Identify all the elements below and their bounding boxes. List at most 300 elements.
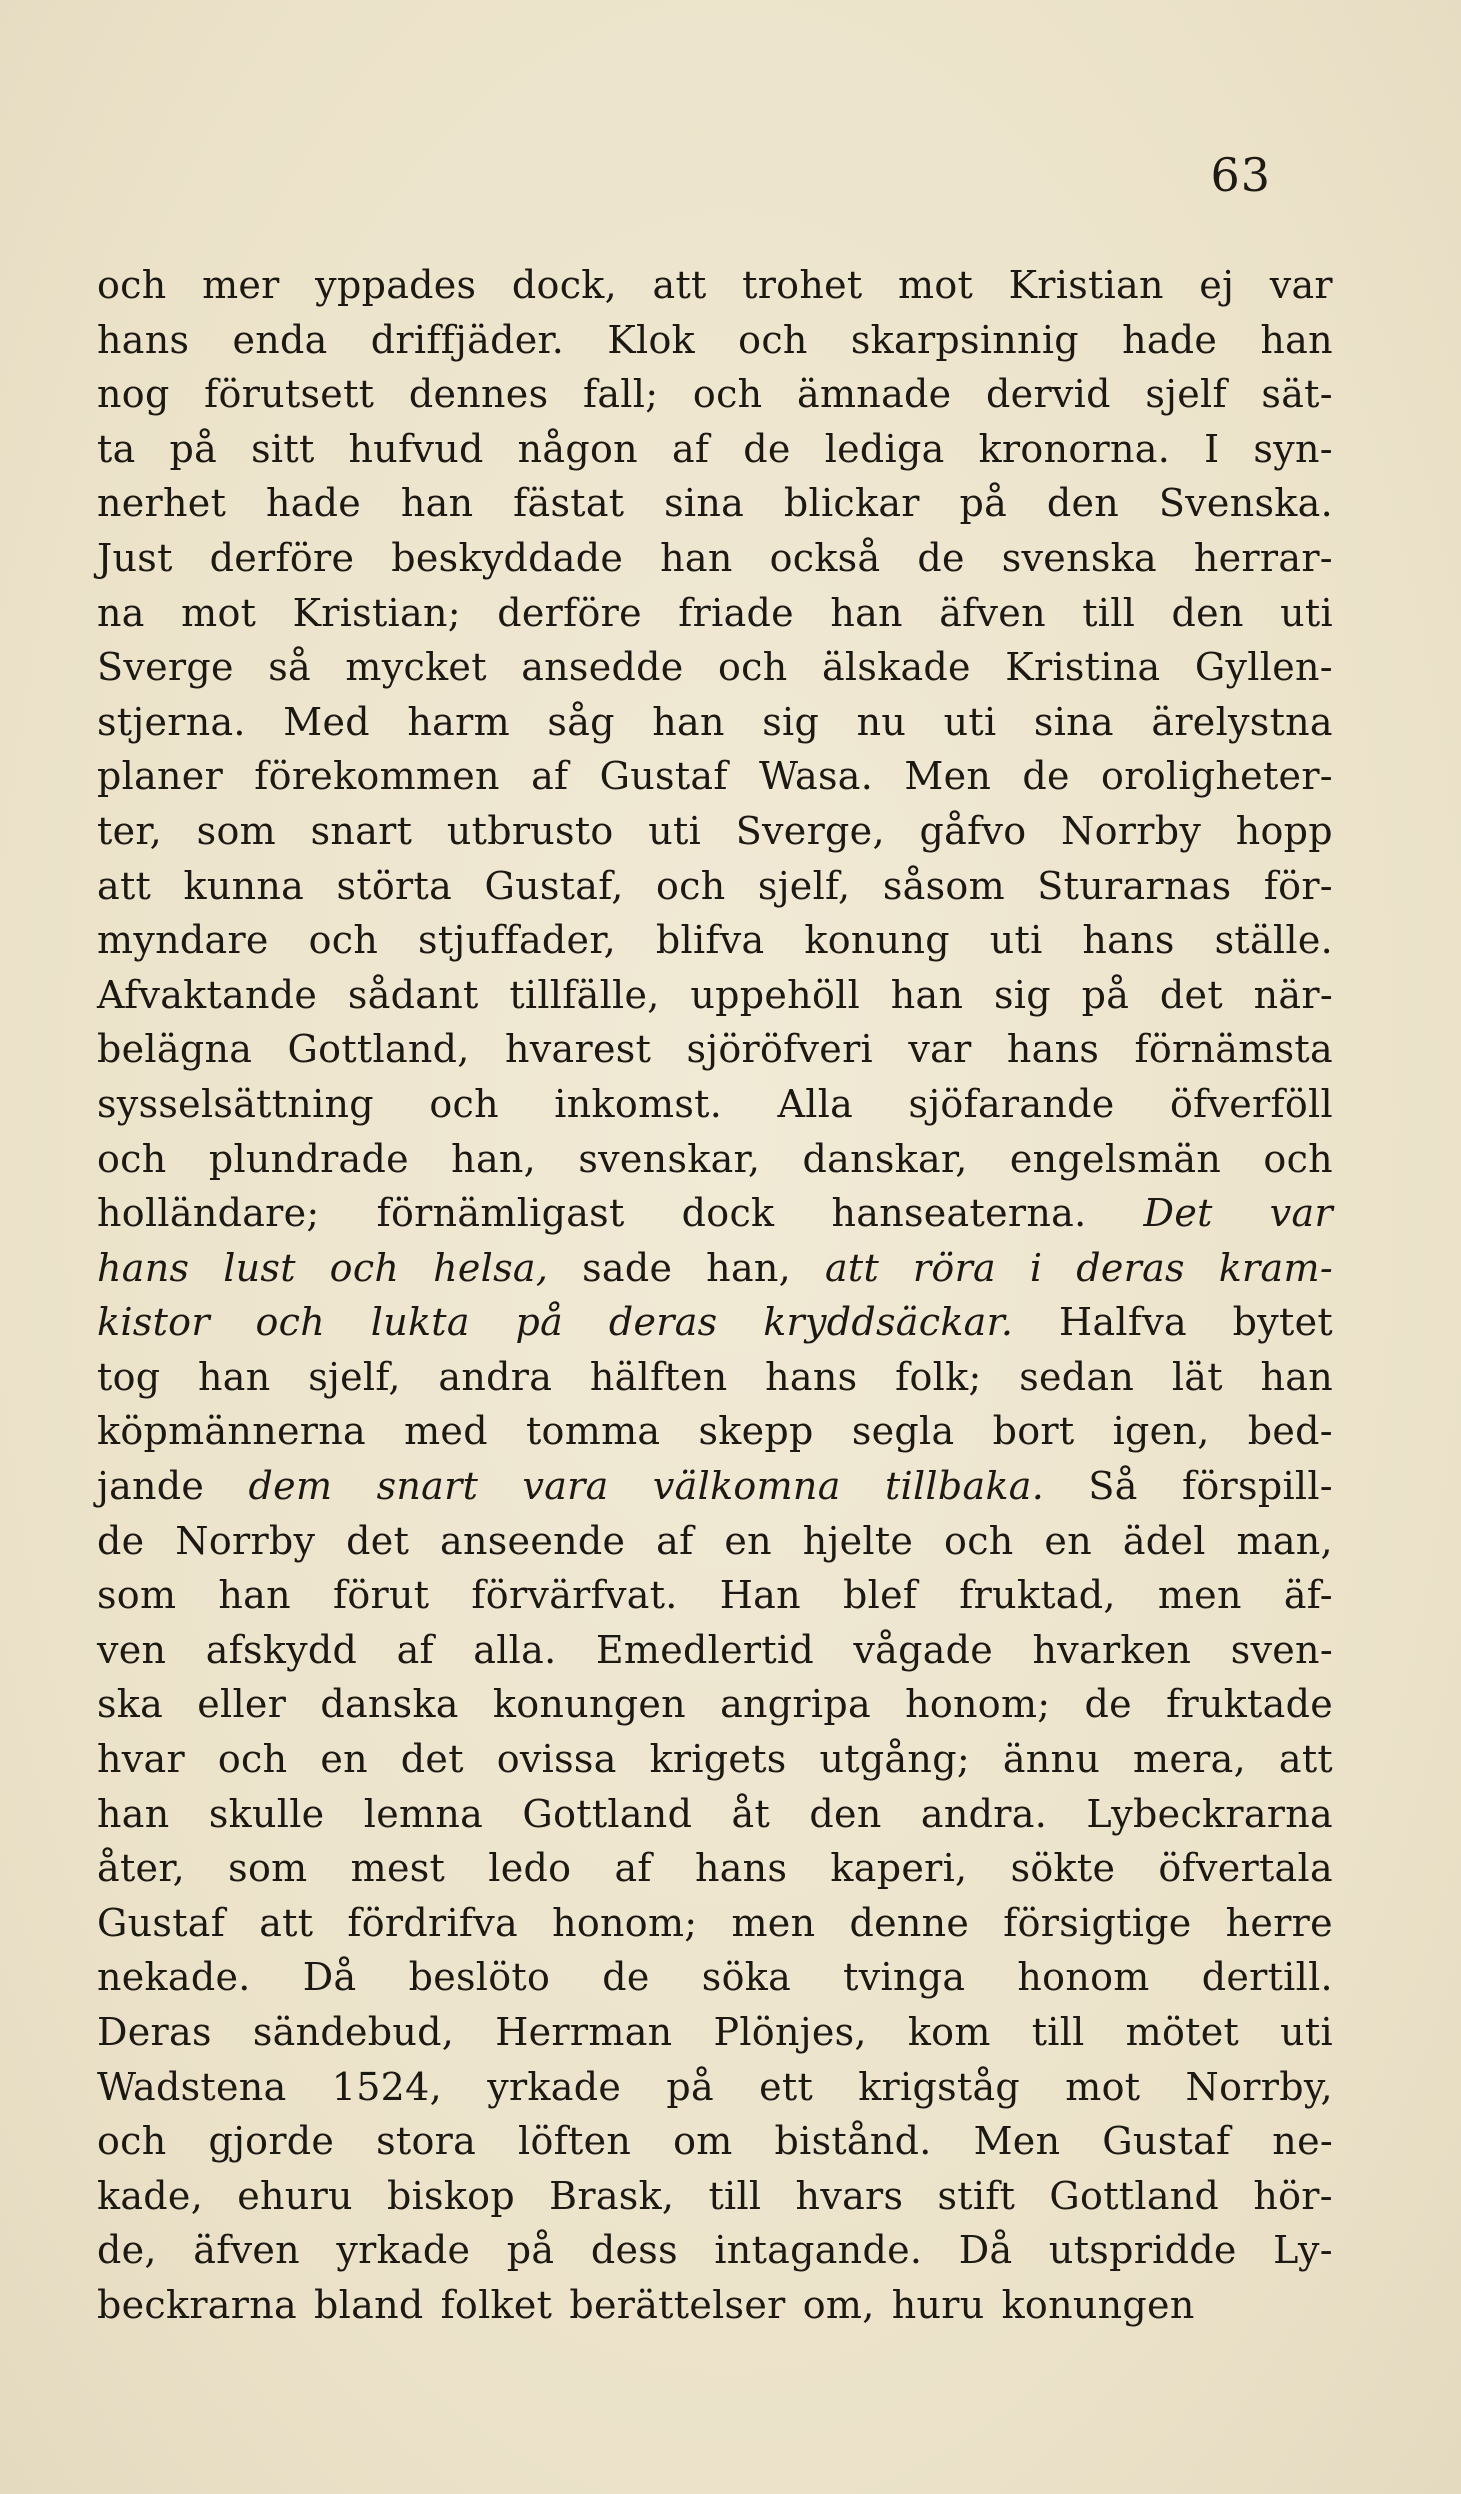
word: syn- [1253, 426, 1333, 471]
italic-word: hans [97, 1245, 190, 1290]
text-line [97, 258, 1333, 313]
italic-word: på [515, 1300, 564, 1345]
word: på [666, 2064, 714, 2109]
word: ven [97, 1627, 167, 1672]
word: till [708, 2173, 762, 2218]
word: ska [97, 1682, 164, 1727]
word: Ly- [1273, 2228, 1333, 2273]
word: lediga [824, 426, 945, 471]
text-line [97, 1568, 1333, 1623]
word: de [743, 426, 791, 471]
word: Norrby [1061, 808, 1202, 853]
word: Lybeckrarna [1086, 1791, 1333, 1836]
word: nog [97, 372, 170, 417]
word: de, [97, 2228, 157, 2273]
word: ännu [1002, 1737, 1101, 1782]
word: Gottland [522, 1791, 693, 1836]
word: de [917, 535, 965, 580]
text-line [97, 695, 1333, 750]
word: yrkade [487, 2064, 622, 2109]
word: Halfva [1059, 1300, 1187, 1345]
text-line [97, 1623, 1333, 1678]
word: Kristian [1008, 263, 1164, 307]
text-line [97, 586, 1333, 641]
word: förutsett [204, 372, 375, 417]
word: hopp [1235, 808, 1333, 853]
word: också [769, 535, 881, 580]
word: han [218, 1573, 291, 1618]
word: jande [97, 1464, 205, 1509]
word: honom; [552, 1900, 698, 1945]
word: Gustaf [97, 1900, 226, 1945]
word: berättelser [569, 2282, 786, 2327]
word: ett [759, 2064, 814, 2109]
text-line [97, 1132, 1333, 1187]
text-line [97, 422, 1333, 477]
italic-word: Det [1143, 1191, 1213, 1236]
word: och [655, 863, 726, 908]
word: hvars [795, 2173, 904, 2218]
italic-word: deras [608, 1300, 718, 1345]
word: en [724, 1518, 772, 1563]
word: folk; [895, 1354, 982, 1399]
word: stjerna. [97, 699, 246, 744]
word: uppehöll [690, 972, 861, 1017]
word: det [400, 1737, 464, 1782]
word: utspridde [1048, 2228, 1237, 2273]
word: var [1269, 263, 1333, 307]
text-line [97, 1514, 1333, 1569]
word: Med [283, 699, 370, 744]
word: sitt [251, 426, 315, 471]
word: af [531, 754, 569, 799]
word: sät- [1261, 372, 1333, 417]
word: harm [407, 699, 510, 744]
word: hans [765, 1354, 858, 1399]
word: sjelf, [757, 863, 851, 908]
word: sådant [347, 972, 479, 1017]
word: engelsmän [1009, 1136, 1222, 1181]
word: ehuru [237, 2173, 353, 2218]
word: igen, [1112, 1409, 1210, 1454]
italic-word: helsa, [433, 1245, 549, 1290]
word: tvinga [843, 1955, 966, 2000]
text-line [97, 2169, 1333, 2224]
word: öfverföll [1169, 1081, 1333, 1126]
word: sina [1033, 699, 1114, 744]
word: och [97, 2119, 167, 2164]
word: hans [1006, 1027, 1100, 1072]
word: trohet [742, 263, 863, 307]
word: Wasa. [758, 754, 874, 799]
word: Just [97, 535, 173, 580]
word: hälften [589, 1354, 728, 1399]
word: dock, [511, 263, 617, 307]
word: skulle [208, 1791, 325, 1836]
word: någon [517, 426, 638, 471]
word: en [320, 1737, 368, 1782]
word: ärelystna [1151, 699, 1333, 744]
word: uti [1280, 590, 1333, 635]
word: sven- [1230, 1627, 1333, 1672]
word: I [1204, 426, 1220, 471]
text-line [97, 1404, 1333, 1459]
word: nu [856, 699, 907, 744]
word: ämnade [797, 372, 952, 417]
text-line [97, 640, 1333, 695]
word: förspill- [1182, 1464, 1333, 1509]
word: blef [842, 1573, 918, 1618]
text-line [97, 804, 1333, 859]
word: utgång; [819, 1737, 970, 1782]
word: förnämsta [1134, 1027, 1333, 1072]
text-line [97, 1459, 1333, 1514]
word: biskop [386, 2173, 515, 2218]
word: hvarken [1032, 1627, 1192, 1672]
word: han [890, 972, 964, 1017]
word: Alla [777, 1081, 854, 1126]
italic-word: vara [522, 1464, 609, 1509]
word: han [97, 1791, 170, 1836]
word: Emedlertid [595, 1627, 814, 1672]
text-line [97, 1241, 1333, 1296]
word: och [692, 372, 763, 417]
word: driffjäder. [370, 317, 565, 362]
word: såg [547, 699, 615, 744]
word: Norrby [175, 1518, 316, 1563]
word: mera, [1133, 1737, 1246, 1782]
word: segla [851, 1409, 955, 1454]
word: sjöröfveri [686, 1027, 874, 1072]
word: huru [891, 2282, 985, 2327]
word: konung [804, 918, 950, 963]
word: fruktad, [959, 1573, 1116, 1618]
word: Herrman [495, 2010, 673, 2054]
text-line [97, 1186, 1333, 1241]
word: som [196, 808, 276, 853]
word: holländare; [97, 1191, 320, 1236]
word: derföre [497, 590, 642, 635]
word: Gottland, [287, 1027, 470, 1072]
word: danska [320, 1682, 459, 1727]
word: planer [97, 754, 224, 799]
italic-word: tillbaka. [884, 1464, 1045, 1509]
word: Sturarnas [1037, 863, 1232, 908]
word: sjelf [1145, 372, 1227, 417]
word: uti [1280, 2010, 1333, 2054]
word: om [673, 2119, 733, 2164]
word: honom; [905, 1682, 1051, 1727]
word: dervid [986, 372, 1111, 417]
word: bistånd. [774, 2119, 932, 2164]
word: sändebud, [252, 2010, 455, 2054]
word: ställe. [1214, 918, 1333, 963]
word: som [97, 1573, 177, 1618]
word: herre [1225, 1900, 1333, 1945]
word: fall; [582, 372, 659, 417]
italic-word: kryddsäckar. [763, 1300, 1014, 1345]
word: mot [181, 590, 257, 635]
word: Han [719, 1573, 801, 1618]
italic-word: välkomna [652, 1464, 841, 1509]
word: förnämligast [376, 1191, 625, 1236]
word: dess [590, 2228, 678, 2273]
word: kunna [183, 863, 305, 908]
word: 1524, [331, 2064, 443, 2109]
word: krigets [649, 1737, 787, 1782]
word: äf- [1283, 1573, 1333, 1618]
word: mycket [345, 645, 487, 690]
word: när- [1253, 972, 1333, 1017]
word: Norrby, [1185, 2064, 1333, 2109]
italic-word: och [329, 1245, 400, 1290]
word: för- [1263, 863, 1333, 908]
text-line [97, 367, 1333, 422]
word: Men [904, 754, 992, 799]
word: kade, [97, 2173, 204, 2218]
word: köpmännerna [97, 1409, 366, 1454]
word: till [1031, 2010, 1085, 2054]
word: såsom [882, 863, 1005, 908]
text-line [97, 2060, 1333, 2115]
word: de [1022, 754, 1070, 799]
word: af [656, 1518, 694, 1563]
word: åt [731, 1791, 771, 1836]
word: oroligheter- [1101, 754, 1333, 799]
word: tillfälle, [509, 972, 660, 1017]
text-line [97, 2005, 1333, 2060]
word: älskade [821, 645, 971, 690]
word: han [400, 481, 474, 526]
word: sysselsättning [97, 1081, 374, 1126]
word: kronorna. [978, 426, 1171, 471]
word: och [97, 1136, 167, 1181]
italic-word: kistor [97, 1300, 210, 1345]
word: plundrade [208, 1136, 409, 1181]
word: och [944, 1518, 1014, 1563]
word: hvarest [505, 1027, 652, 1072]
word: att [97, 863, 152, 908]
word: hufvud [348, 426, 484, 471]
word: om, [802, 2282, 875, 2327]
word: den [1046, 481, 1120, 526]
word: Deras [97, 2010, 212, 2054]
word: eller [197, 1682, 287, 1727]
word: det [1159, 972, 1223, 1017]
word: Sverge, [735, 808, 885, 853]
word: Då [958, 2228, 1013, 2273]
word: men [1157, 1573, 1242, 1618]
word: Plönjes, [713, 2010, 867, 2054]
word: alla. [473, 1627, 557, 1672]
word: han [198, 1354, 271, 1399]
italic-word: snart [376, 1464, 479, 1509]
text-line [97, 476, 1333, 531]
text-line [97, 1732, 1333, 1787]
word: på [506, 2228, 555, 2273]
word: svenskar, [578, 1136, 761, 1181]
word: sjöfarande [908, 1081, 1115, 1126]
word: beslöto [408, 1955, 551, 2000]
word: och [217, 1737, 288, 1782]
word: de [97, 1518, 145, 1563]
word: att [259, 1900, 314, 1945]
word: konungen [492, 1682, 686, 1727]
italic-word: röra [912, 1245, 996, 1290]
word: hjelte [802, 1518, 914, 1563]
word: han [1260, 1354, 1333, 1399]
word: nerhet [97, 481, 227, 526]
word: uti [989, 918, 1043, 963]
word: öfvertala [1158, 1846, 1333, 1891]
word: hade [1122, 317, 1218, 362]
word: bort [992, 1409, 1075, 1454]
word: mot [1065, 2064, 1141, 2109]
word: Gustaf [1102, 2119, 1231, 2164]
word: fördrifva [347, 1900, 518, 1945]
word: sig [994, 972, 1051, 1017]
word: tomma [525, 1409, 661, 1454]
word: nekade. [97, 1955, 251, 2000]
word: snart [310, 808, 413, 853]
word: krigståg [858, 2064, 1021, 2109]
text-line [97, 1787, 1333, 1842]
word: och [1263, 1136, 1333, 1181]
word: ta [97, 426, 136, 471]
word: dennes [408, 372, 549, 417]
word: han [660, 535, 733, 580]
word: stjuffader, [418, 918, 617, 963]
word: försigtige [1003, 1900, 1192, 1945]
word: med [404, 1409, 488, 1454]
word: Gustaf [599, 754, 728, 799]
word: dock [681, 1191, 775, 1236]
word: vågade [853, 1627, 994, 1672]
word: dertill. [1201, 1955, 1333, 2000]
word: de [602, 1955, 650, 2000]
text-line [97, 913, 1333, 968]
text-line [97, 1295, 1333, 1350]
body-text [97, 258, 1333, 2333]
word: blickar [783, 481, 920, 526]
word: belägna [97, 1027, 253, 1072]
word: ledo [488, 1846, 572, 1891]
word: derföre [209, 535, 355, 580]
text-line [97, 2223, 1333, 2278]
word: beckrarna [97, 2282, 297, 2327]
word: Brask, [549, 2173, 675, 2218]
word: herrar- [1193, 535, 1333, 580]
word: andra. [920, 1791, 1048, 1836]
word: angripa [720, 1682, 871, 1727]
word: mer [202, 263, 280, 307]
italic-word: och [255, 1300, 326, 1345]
word: ter, [97, 808, 163, 853]
word: inkomst. [554, 1081, 723, 1126]
word: åter, [97, 1846, 185, 1891]
word: intagande. [714, 2228, 923, 2273]
word: mötet [1125, 2010, 1240, 2054]
word: att [652, 263, 707, 307]
word: kom [907, 2010, 991, 2054]
word: den [809, 1791, 882, 1836]
word: andra [438, 1354, 553, 1399]
word: stora [376, 2119, 477, 2164]
word: söka [701, 1955, 792, 2000]
word: uti [943, 699, 997, 744]
text-line [97, 1022, 1333, 1077]
word: ne- [1272, 2119, 1333, 2164]
word: enda [232, 317, 328, 362]
word: och [429, 1081, 499, 1126]
italic-word: kram- [1218, 1245, 1333, 1290]
word: Gottland [1049, 2173, 1220, 2218]
text-line [97, 749, 1333, 804]
word: ovissa [496, 1737, 617, 1782]
word: folket [440, 2282, 553, 2327]
word: ansedde [521, 645, 684, 690]
italic-word: lukta [370, 1300, 470, 1345]
word: honom [1017, 1955, 1150, 2000]
word: men [731, 1900, 816, 1945]
word: hans [1082, 918, 1175, 963]
italic-word: lust [223, 1245, 296, 1290]
word: Då [302, 1955, 357, 2000]
text-line [97, 859, 1333, 914]
italic-word: var [1269, 1191, 1333, 1236]
text-line [97, 313, 1333, 368]
word: hanseaterna. [831, 1191, 1087, 1236]
word: och [738, 317, 808, 362]
word: blifva [655, 918, 765, 963]
text-line [97, 1677, 1333, 1732]
word: sökte [1010, 1846, 1116, 1891]
word: gåfvo [919, 808, 1027, 853]
word: hvar [97, 1737, 185, 1782]
word: sedan [1019, 1354, 1135, 1399]
word: lemna [363, 1791, 484, 1836]
word: hans [97, 317, 190, 362]
word: Så [1088, 1464, 1138, 1509]
word: och [308, 918, 379, 963]
italic-word: att [824, 1245, 880, 1290]
word: man, [1236, 1518, 1333, 1563]
text-line [97, 531, 1333, 586]
word: mot [898, 263, 974, 307]
word: af [396, 1627, 434, 1672]
word: förut [332, 1573, 430, 1618]
word: på [959, 481, 1008, 526]
word: förvärfvat. [471, 1573, 678, 1618]
word: mest [350, 1846, 446, 1891]
word: anseende [440, 1518, 626, 1563]
italic-word: i [1029, 1245, 1043, 1290]
text-line [97, 1350, 1333, 1405]
word: yppades [315, 263, 477, 307]
word: ej [1199, 263, 1235, 307]
word: sjelf, [308, 1354, 401, 1399]
word: Gustaf, [484, 863, 624, 908]
word: uti [648, 808, 702, 853]
word: tog [97, 1354, 161, 1399]
word: till [1082, 590, 1136, 635]
word: lät [1171, 1354, 1223, 1399]
text-line [97, 968, 1333, 1023]
word: utbrusto [446, 808, 614, 853]
word: af [614, 1846, 652, 1891]
word: var [908, 1027, 972, 1072]
word: så [268, 645, 311, 690]
